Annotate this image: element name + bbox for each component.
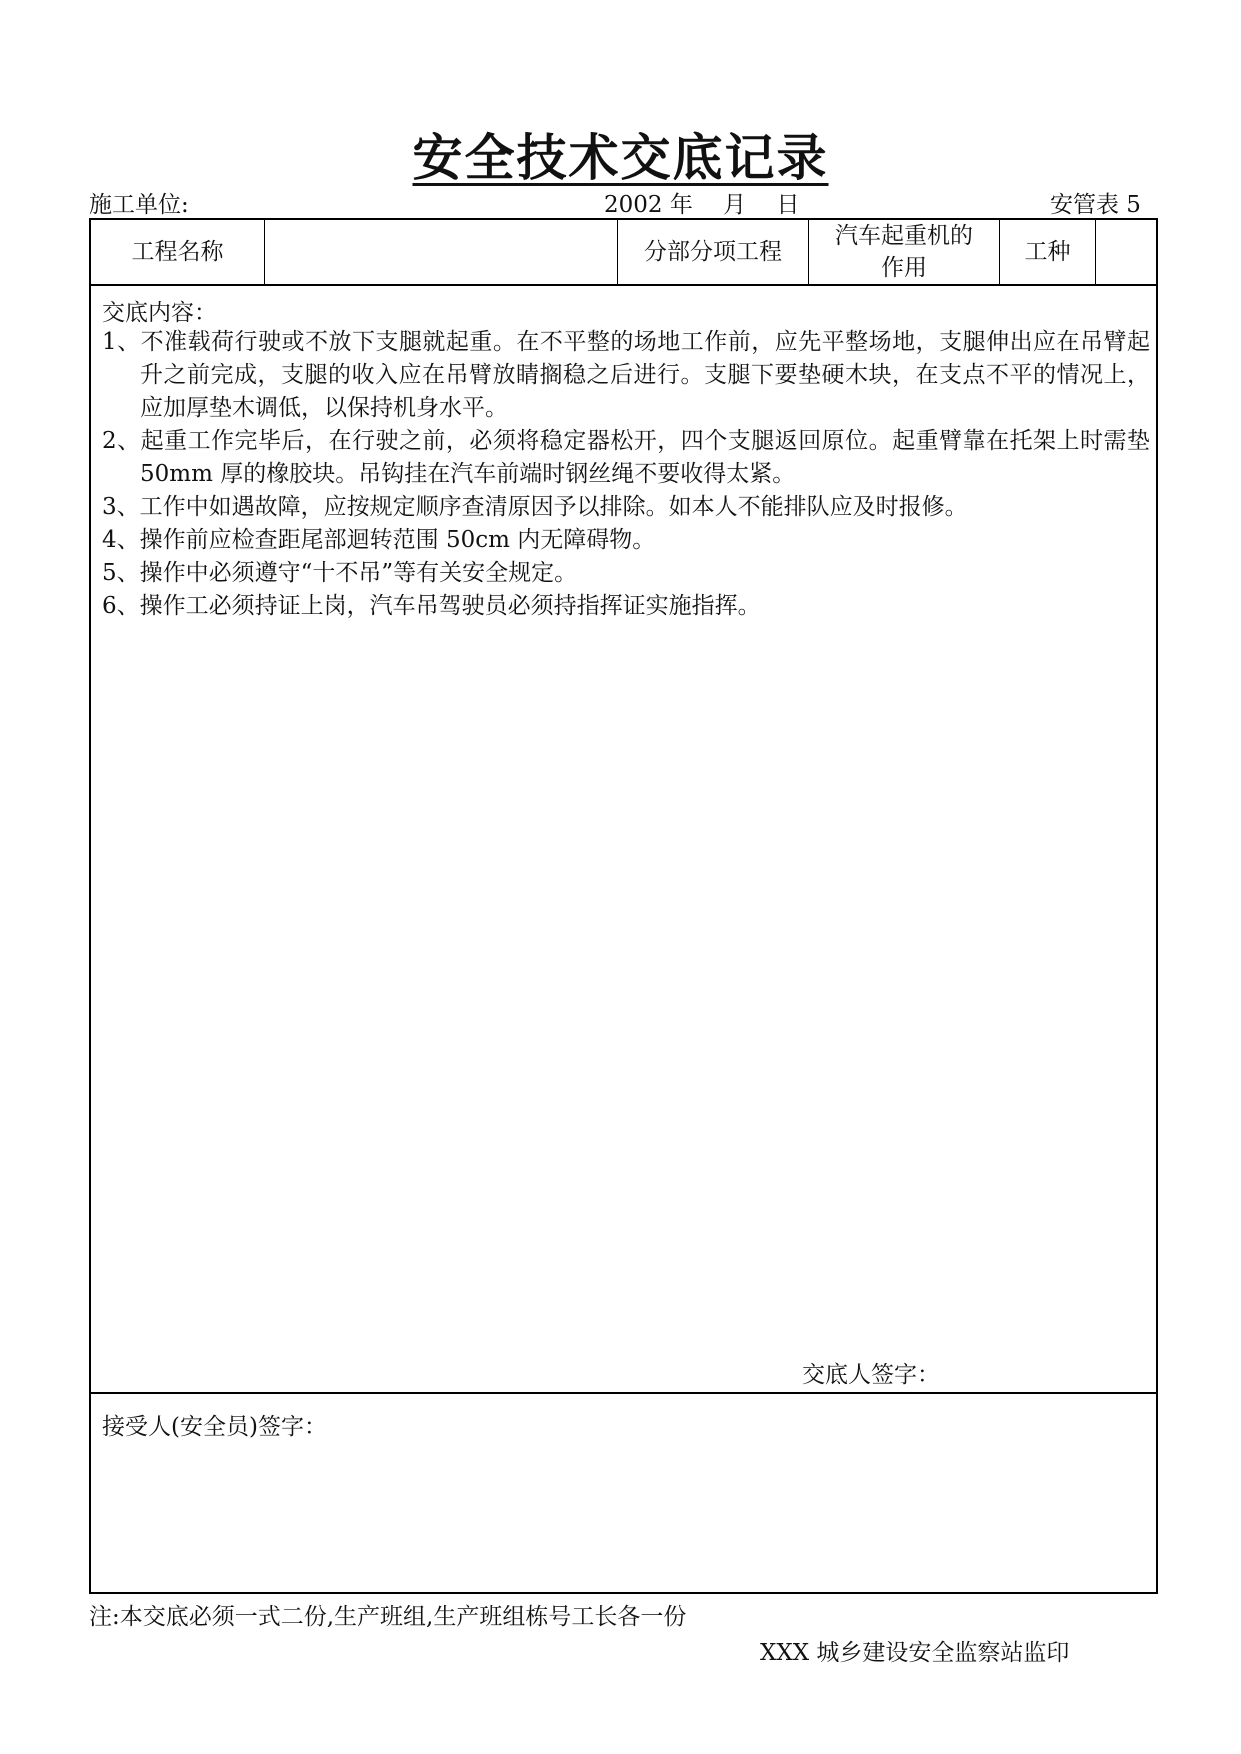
disclosure-items [102, 326, 1150, 623]
trade-label: 工种 [1024, 239, 1071, 265]
project-name-value[interactable] [265, 220, 617, 284]
form-code: 安管表 5 [1050, 192, 1141, 218]
date-field: 2002 年 月 日 [604, 192, 800, 218]
trade-value[interactable] [1096, 220, 1158, 284]
disclosure-item-3: 3、工作中如遇故障，应按规定顺序查清原因予以排除。如本人不能排队应及时报修。 [102, 494, 968, 520]
document-title: 安全技术交底记录 [412, 128, 829, 187]
disclosure-item-4: 4、操作前应检查距尾部迴转范围 50cm 内无障碍物。 [102, 527, 656, 553]
footer-note: 注:本交底必须一式二份,生产班组,生产班组栋号工长各一份 [89, 1604, 687, 1630]
issuer-stamp: XXX 城乡建设安全监察站监印 [760, 1640, 1070, 1666]
disclosure-content [91, 284, 1156, 1394]
subproject-label: 分部分项工程 [644, 239, 782, 265]
subproject-value[interactable]: 汽车起重机的作用 [835, 223, 973, 281]
disclosure-item-6: 6、操作工必须持证上岗，汽车吊驾驶员必须持指挥证实施指挥。 [102, 593, 761, 619]
project-info-row [91, 220, 1156, 286]
disclosure-form [89, 218, 1158, 1594]
discloser-signature-label[interactable]: 交底人签字： [802, 1362, 940, 1388]
content-heading: 交底内容： [102, 300, 217, 326]
unit-label: 施工单位: [89, 192, 189, 218]
disclosure-item-1: 1、不准载荷行驶或不放下支腿就起重。在不平整的场地工作前，应先平整场地，支腿伸出应在吊臂起升之前完成，支腿的收入应在吊臂放睛搁稳之后进行。支腿下要垫硬木块，在支点不平的情况上，应加厚垫木调低，以保持机身水平。 [102, 329, 1150, 421]
disclosure-item-2: 2、起重工作完毕后，在行驶之前，必须将稳定器松开，四个支腿返回原位。起重臂靠在托架上时需垫 50mm 厚的橡胶块。吊钩挂在汽车前端时钢丝绳不要收得太紧。 [102, 428, 1150, 487]
receiver-signature-label[interactable]: 接受人(安全员)签字： [102, 1414, 327, 1440]
disclosure-item-5: 5、操作中必须遵守“十不吊”等有关安全规定。 [102, 560, 578, 586]
project-name-label: 工程名称 [131, 239, 224, 265]
